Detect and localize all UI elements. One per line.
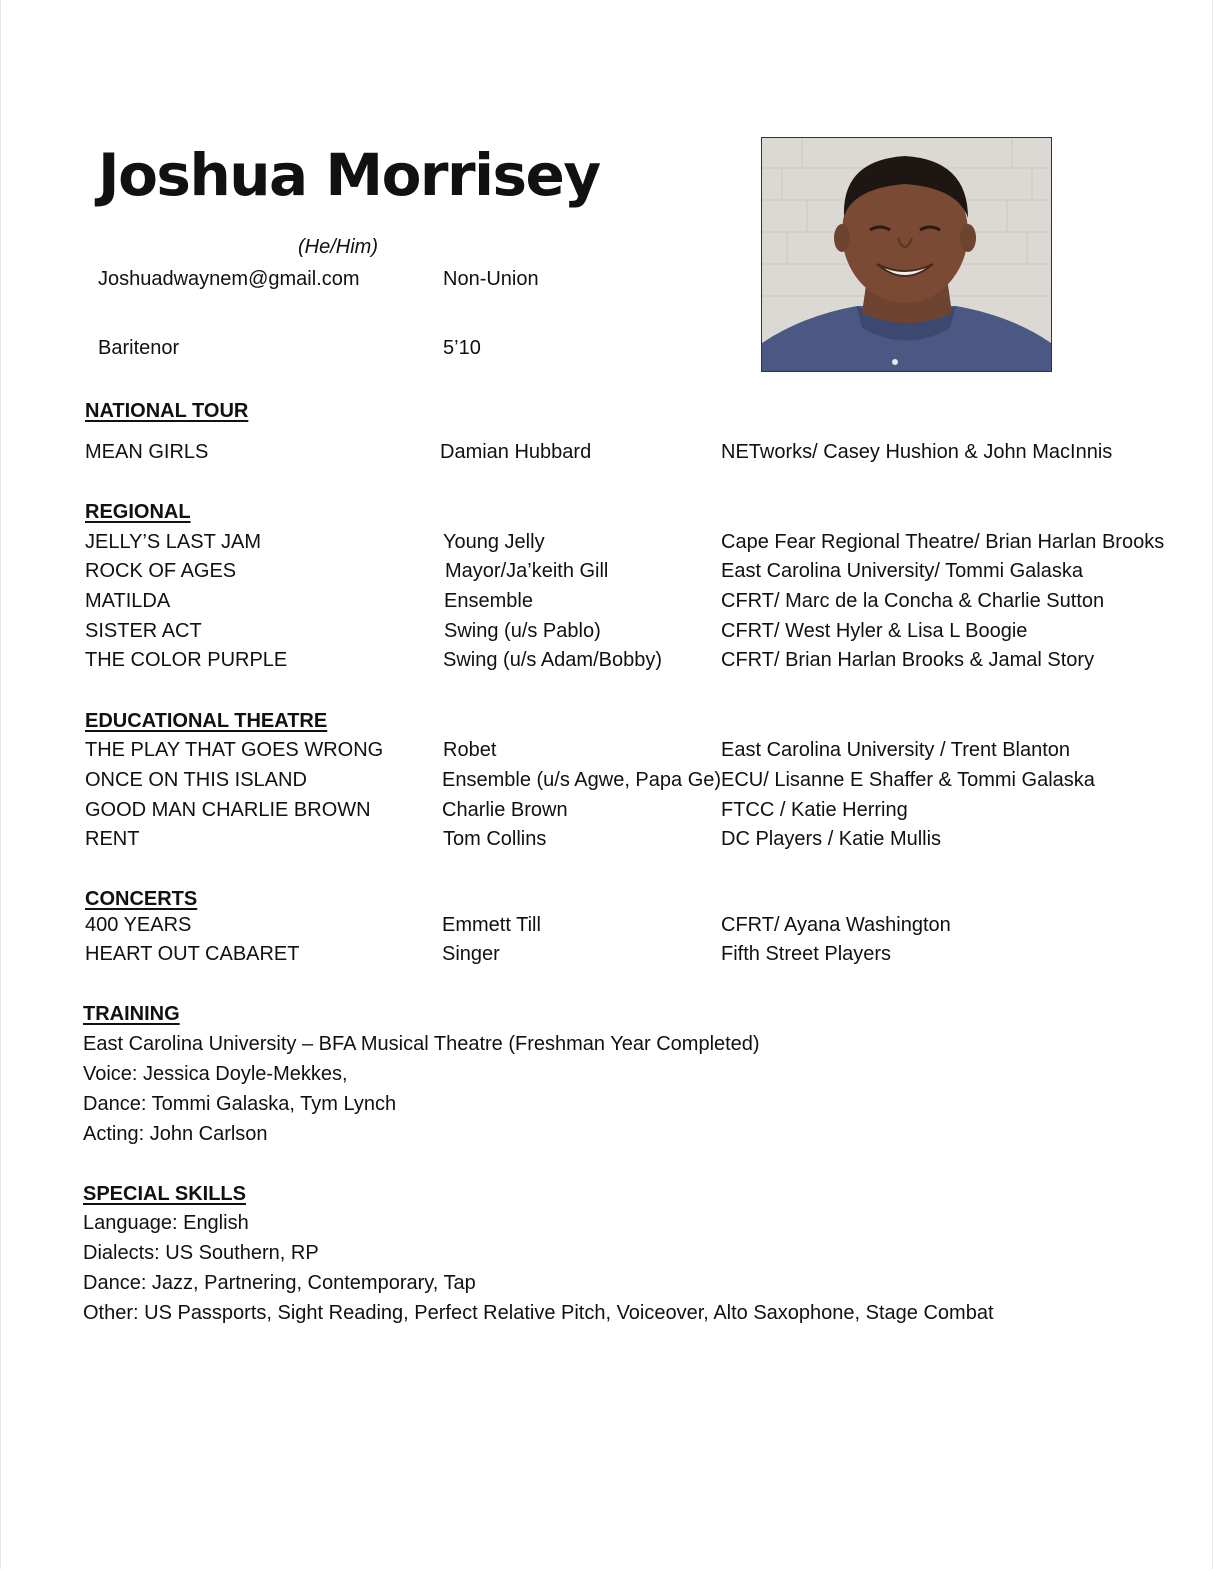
credit-company: CFRT/ Ayana Washington xyxy=(721,914,951,936)
credit-role: Charlie Brown xyxy=(442,799,568,821)
credit-company: CFRT/ Brian Harlan Brooks & Jamal Story xyxy=(721,649,1095,671)
credit-show: JELLY’S LAST JAM xyxy=(85,531,261,553)
credit-company: Cape Fear Regional Theatre/ Brian Harlan Brooks xyxy=(721,531,1165,553)
credit-company: East Carolina University/ Tommi Galaska xyxy=(721,560,1083,582)
section-title-regional: REGIONAL xyxy=(85,501,191,523)
training-line: Voice: Jessica Doyle-Mekkes, xyxy=(83,1063,348,1085)
pronouns: (He/Him) xyxy=(298,236,378,258)
credit-role: Singer xyxy=(442,943,500,965)
credit-role: Swing (u/s Pablo) xyxy=(444,620,601,642)
credit-company: Fifth Street Players xyxy=(721,943,892,965)
training-line: Acting: John Carlson xyxy=(83,1123,268,1145)
skill-line: Dance: Jazz, Partnering, Contemporary, Tap xyxy=(83,1272,476,1294)
credit-show: 400 YEARS xyxy=(85,914,192,936)
voice-type: Baritenor xyxy=(98,337,180,359)
credit-show: ONCE ON THIS ISLAND xyxy=(85,769,307,791)
credit-role: Swing (u/s Adam/Bobby) xyxy=(443,649,662,671)
credit-show: ROCK OF AGES xyxy=(85,560,237,582)
skill-line: Other: US Passports, Sight Reading, Perfect Relative Pitch, Voiceover, Alto Saxophone, Stage Combat xyxy=(83,1302,994,1324)
credit-company: CFRT/ West Hyler & Lisa L Boogie xyxy=(721,620,1028,642)
credit-role: Emmett Till xyxy=(442,914,541,936)
credit-company: DC Players / Katie Mullis xyxy=(721,828,942,850)
section-title-concerts: CONCERTS xyxy=(85,888,198,910)
credit-role: Damian Hubbard xyxy=(440,441,592,463)
credit-show: GOOD MAN CHARLIE BROWN xyxy=(85,799,371,821)
credit-show: HEART OUT CABARET xyxy=(85,943,300,965)
section-title-national-tour: NATIONAL TOUR xyxy=(85,400,249,422)
credit-role: Young Jelly xyxy=(443,531,545,553)
skill-line: Language: English xyxy=(83,1212,249,1234)
credit-company: ECU/ Lisanne E Shaffer & Tommi Galaska xyxy=(721,769,1095,791)
credit-show: RENT xyxy=(85,828,140,850)
credit-company: NETworks/ Casey Hushion & John MacInnis xyxy=(721,441,1113,463)
email-address[interactable]: Joshuadwaynem@gmail.com xyxy=(98,268,360,290)
credit-role: Tom Collins xyxy=(443,828,547,850)
headshot-illustration xyxy=(762,138,1051,371)
credit-show: THE COLOR PURPLE xyxy=(85,649,288,671)
union-status: Non-Union xyxy=(443,268,539,290)
skill-line: Dialects: US Southern, RP xyxy=(83,1242,319,1264)
training-line: Dance: Tommi Galaska, Tym Lynch xyxy=(83,1093,397,1115)
credit-show: THE PLAY THAT GOES WRONG xyxy=(85,739,384,761)
headshot-photo xyxy=(761,137,1052,372)
credit-role: Ensemble (u/s Agwe, Papa Ge) xyxy=(442,769,722,791)
credit-company: CFRT/ Marc de la Concha & Charlie Sutton xyxy=(721,590,1105,612)
training-line: East Carolina University – BFA Musical Theatre (Freshman Year Completed) xyxy=(83,1033,760,1055)
credit-show: MATILDA xyxy=(85,590,171,612)
credit-show: SISTER ACT xyxy=(85,620,202,642)
credit-role: Mayor/Ja’keith Gill xyxy=(445,560,609,582)
section-title-training: TRAINING xyxy=(83,1003,180,1025)
credit-role: Ensemble xyxy=(444,590,533,612)
actor-name: Joshua Morrisey xyxy=(98,141,600,209)
credit-company: East Carolina University / Trent Blanton xyxy=(721,739,1071,761)
credit-show: MEAN GIRLS xyxy=(85,441,209,463)
section-title-special-skills: SPECIAL SKILLS xyxy=(83,1183,246,1205)
credit-company: FTCC / Katie Herring xyxy=(721,799,908,821)
height: 5’10 xyxy=(443,337,481,359)
section-title-educational-theatre: EDUCATIONAL THEATRE xyxy=(85,710,328,732)
credit-role: Robet xyxy=(443,739,497,761)
